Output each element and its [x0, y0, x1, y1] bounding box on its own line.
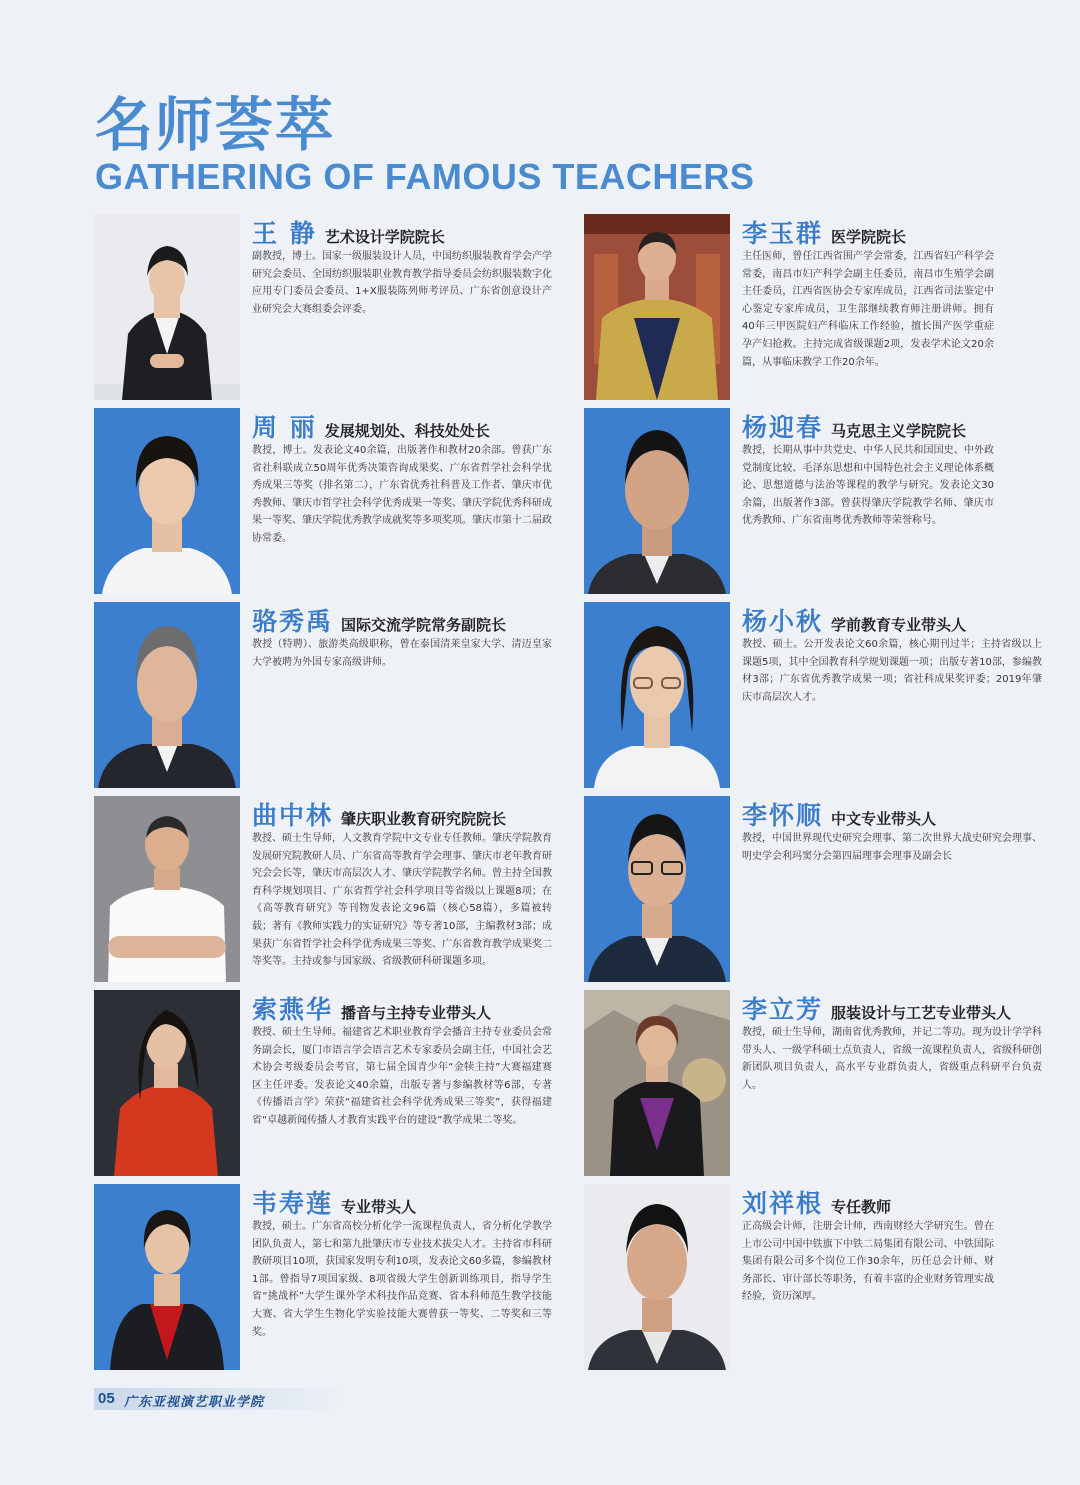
- teacher-bio: 副教授，博士。国家一级服装设计人员，中国纺织服装教育学会产学研究会委员、全国纺织服装职业教育教学指导委员会纺织服装数字化应用专门委员会委员、1+X服装陈列师考评员、广东省创意设计产业研究会大赛组委会评委。: [252, 251, 552, 315]
- teacher-card: [94, 408, 564, 594]
- teacher-photo: [584, 796, 730, 982]
- teacher-bio: 教授，长期从事中共党史、中华人民共和国国史、中外政党制度比较、毛泽东思想和中国特色社会主义理论体系概论、思想道德与法治等课程的教学与研究。发表论文30余篇，出版著作3部。曾获得肇庆学院教学名师、肇庆市优秀教师、广东省南粤优秀教师等荣誉称号。: [742, 445, 994, 527]
- teacher-bio: 教授、硕士生导师。福建省艺术职业教育学会播音主持专业委员会常务副会长，厦门市语言学会语言艺术专家委员会副主任，中国社会艺术协会考级委员会考官，第七届全国青少年“金犊主持”大赛福建赛区主任评委。发表论文40余篇，出版专著与参编教材等6部，专著《传播语言学》荣获“福建省社会科学优秀成果三等奖”，获得福建省“卓越新闻传播人才教育实践平台的建设”教学成果二等奖。: [252, 1027, 552, 1126]
- teacher-photo: [584, 408, 730, 594]
- teacher-role: 艺术设计学院院长: [324, 228, 445, 246]
- teacher-role: 服装设计与工艺专业带头人: [831, 1004, 1012, 1022]
- teacher-photo: [584, 1184, 730, 1370]
- teacher-name: 李玉群: [742, 219, 824, 248]
- teacher-role: 专业带头人: [341, 1198, 417, 1216]
- teacher-card: [584, 602, 1054, 788]
- teacher-role: 发展规划处、科技处处长: [324, 422, 490, 440]
- teacher-photo: [94, 602, 240, 788]
- teacher-card: [94, 990, 564, 1176]
- teacher-bio: 教授，硕士生导师，湖南省优秀教师，并记二等功。现为设计学学科带头人、一级学科硕士点负责人，省级一流课程负责人，省级科研创新团队项目负责人，高水平专业群负责人，省级重点科研平台负责人。: [742, 1027, 1042, 1091]
- teacher-role: 马克思主义学院院长: [831, 422, 967, 440]
- teacher-role: 国际交流学院常务副院长: [341, 616, 507, 634]
- teacher-photo: [584, 990, 730, 1176]
- teacher-role: 播音与主持专业带头人: [341, 1004, 492, 1022]
- teacher-card: [584, 214, 1054, 400]
- teacher-name: 曲中林: [252, 801, 334, 830]
- teacher-name: 刘祥根: [742, 1189, 824, 1218]
- school-name: 广东亚视演艺职业学院: [124, 1395, 265, 1410]
- teacher-photo: [94, 990, 240, 1176]
- teacher-role: 肇庆职业教育研究院院长: [341, 810, 507, 828]
- teacher-bio: 教授（特聘）、旅游类高级职称，曾在泰国清莱皇家大学、清迈皇家大学被聘为外国专家高级讲师。: [252, 639, 552, 668]
- teacher-bio: 教授，中国世界现代史研究会理事、第二次世界大战史研究会理事、明史学会利玛窦分会第四届理事会理事及副会长: [742, 833, 1042, 862]
- teacher-card: [94, 1184, 564, 1370]
- teacher-card: [584, 1184, 1054, 1370]
- teacher-name: 杨迎春: [742, 413, 824, 442]
- teacher-photo: [94, 796, 240, 982]
- teacher-bio: 教授、硕士。公开发表论文60余篇，核心期刊过半；主持省级以上课题5项，其中全国教育科学规划课题一项；出版专著10部，参编教材3部；广东省优秀教学成果一项；省社科成果奖评委；2019年肇庆市高层次人才。: [742, 639, 1042, 703]
- teacher-card: [584, 990, 1054, 1176]
- teacher-role: 专任教师: [831, 1198, 892, 1216]
- teacher-card: [584, 796, 1054, 982]
- teacher-name: 索燕华: [252, 995, 334, 1024]
- teacher-photo: [94, 408, 240, 594]
- teacher-name: 杨小秋: [742, 607, 824, 636]
- teacher-role: 医学院院长: [831, 228, 907, 246]
- page-title-chinese: 名师荟萃: [95, 91, 336, 159]
- teacher-bio: 教授，博士。发表论文40余篇，出版著作和教材20余部。曾获广东省社科联成立50周年优秀决策咨询成果奖、广东省哲学社会科学优秀成果三等奖（排名第二），广东省优秀社科普及工作者、肇庆市优秀教师、肇庆市哲学社会科学优秀成果一等奖、肇庆学院优秀科研成果一等奖、肇庆学院优秀教学成就奖等多项奖项。肇庆市第十二届政协常委。: [252, 445, 552, 544]
- teacher-name: 王 静: [252, 219, 317, 248]
- teacher-name: 李立芳: [742, 995, 824, 1024]
- teacher-card: [94, 602, 564, 788]
- teacher-bio: 教授，硕士。广东省高校分析化学一流课程负责人，省分析化学教学团队负责人，第七和第九批肇庆市专业技术拔尖人才。主持省市科研教研项目10项，获国家发明专利10项，发表论文60多篇，参编教材1部。曾指导7项国家级、8项省级大学生创新训练项目，指导学生省“挑战杯”大学生课外学术科技作品竞赛、省本科师范生教学技能大赛、省大学生生物化学实验技能大赛曾获一等奖、二等奖和三等奖。: [252, 1221, 552, 1338]
- teacher-grid: [94, 214, 1054, 1374]
- page-number: 05: [98, 1390, 115, 1407]
- teacher-photo: [584, 214, 730, 400]
- teacher-role: 学前教育专业带头人: [831, 616, 967, 634]
- teacher-bio: 主任医师，曾任江西省围产学会常委，江西省妇产科学会常委，南昌市妇产科学会副主任委员，南昌市生殖学会副主任委员，江西省医协会专家库成员，江西省司法鉴定中心鉴定专家库成员，卫生部继续教育师注册讲师。拥有40年三甲医院妇产科临床工作经验，擅长围产医学重症孕产妇抢救。主持完成省级课题2项，发表学术论文20余篇，从事临床教学工作20余年。: [742, 251, 994, 368]
- teacher-photo: [94, 1184, 240, 1370]
- teacher-card: [94, 214, 564, 400]
- teacher-photo: [94, 214, 240, 400]
- teacher-name: 韦寿莲: [252, 1189, 334, 1218]
- teacher-name: 李怀顺: [742, 801, 824, 830]
- teacher-bio: 教授、硕士生导师，人文教育学院中文专业专任教师。肇庆学院教育发展研究院教研人员、广东省高等教育学会理事、肇庆市老年教育研究会会长等，肇庆市高层次人才、肇庆学院教学名师。曾主持全国教育科学规划项目、广东省哲学社会科学项目等省级以上课题8项；在《高等教育研究》等刊物发表论文96篇（核心58篇），多篇被转载；著有《教师实践力的实证研究》等专著10部，主编教材3部；成果获广东省哲学社会科学优秀成果三等奖、广东省教育教学成果奖二等奖等。主持或参与国家级、省级教研科研课题多项。: [252, 833, 552, 968]
- teacher-card: [584, 408, 1054, 594]
- teacher-card: [94, 796, 564, 982]
- teacher-role: 中文专业带头人: [831, 810, 937, 828]
- teacher-photo: [584, 602, 730, 788]
- teacher-name: 骆秀禹: [252, 607, 334, 636]
- teacher-name: 周 丽: [252, 413, 317, 442]
- page-title-english: GATHERING OF FAMOUS TEACHERS: [95, 156, 755, 197]
- teacher-bio: 正高级会计师，注册会计师，西南财经大学研究生。曾在上市公司中国中铁旗下中铁二局集团有限公司、中铁国际集团有限公司多个岗位工作30余年，历任总会计师、财务部长、审计部长等职务，有着丰富的企业财务管理实战经验，资历深厚。: [742, 1221, 994, 1303]
- page-footer: [94, 1388, 344, 1410]
